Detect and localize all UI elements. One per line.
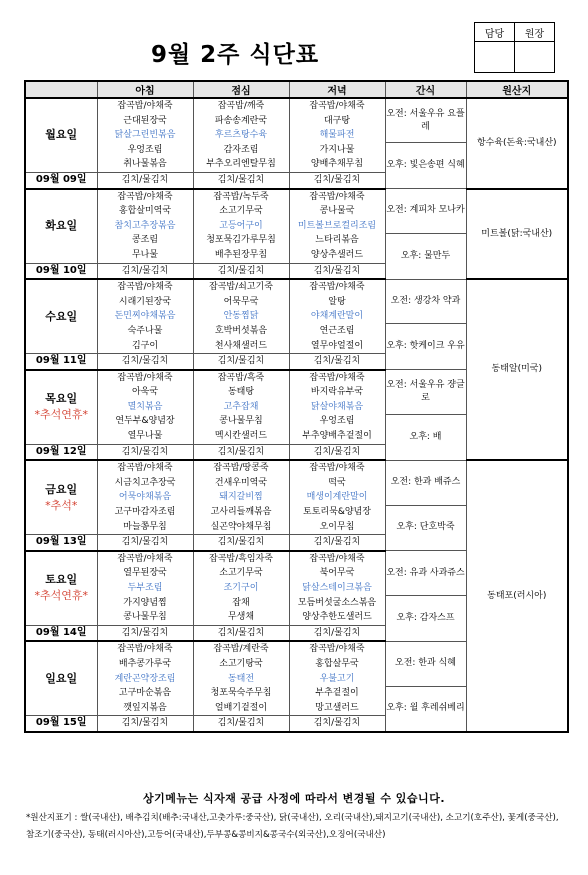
snack-morning: 오전: 서울우유 쟝글로 <box>385 370 466 415</box>
meal-item: 오이무침 <box>289 520 385 535</box>
meal-item: 우엉조림 <box>289 414 385 429</box>
kimchi-item: 김치/물김치 <box>97 444 193 460</box>
day-cell <box>25 460 97 534</box>
date-cell: 09월 11일 <box>25 354 97 370</box>
meal-item: 잡곡밥/야채죽 <box>97 98 193 114</box>
meal-item: 청포묵숙주무침 <box>193 686 289 701</box>
meal-item: 건새우미역국 <box>193 476 289 491</box>
meal-item: 양배추채무침 <box>289 157 385 172</box>
meal-item: 무생채 <box>193 610 289 625</box>
kimchi-item: 김치/물김치 <box>97 625 193 641</box>
meal-item: 멕시칸샐러드 <box>193 429 289 444</box>
meal-item: 떡국 <box>289 476 385 491</box>
meal-item: 가지양념찜 <box>97 596 193 611</box>
meal-item: 소고기무국 <box>193 566 289 581</box>
approval-sign-staff[interactable] <box>475 42 515 73</box>
meal-item: 얼배기겉절이 <box>193 701 289 716</box>
kimchi-item: 김치/물김치 <box>97 535 193 551</box>
meal-item: 열무나물 <box>97 429 193 444</box>
meal-item: 가지나물 <box>289 143 385 158</box>
meal-item: 감자조림 <box>193 143 289 158</box>
meal-item: 미트볼브로컬리조림 <box>289 219 385 234</box>
meal-item: 우불고기 <box>289 672 385 687</box>
kimchi-item: 김치/물김치 <box>97 263 193 279</box>
meal-item: 잡곡밥/야채죽 <box>289 460 385 476</box>
header-dinner: 저녁 <box>289 81 385 98</box>
meal-item: 열무야얼절이 <box>289 339 385 354</box>
meal-item: 배추된장무침 <box>193 248 289 263</box>
meal-item: 잡채 <box>193 596 289 611</box>
meal-item: 계란곤약장조림 <box>97 672 193 687</box>
meal-item: 콩조림 <box>97 233 193 248</box>
date-cell: 09월 09일 <box>25 172 97 188</box>
day-cell <box>25 98 97 172</box>
meal-item: 두부조림 <box>97 581 193 596</box>
kimchi-item: 김치/물김치 <box>97 172 193 188</box>
approval-box <box>474 22 555 73</box>
meal-item: 호박버섯볶음 <box>193 324 289 339</box>
page-title: 9월 2주 식단표 <box>150 42 320 68</box>
meal-item: 멸치볶음 <box>97 400 193 415</box>
kimchi-item: 김치/물김치 <box>193 716 289 732</box>
meal-item: 소고기무국 <box>193 204 289 219</box>
meal-item: 망고샐러드 <box>289 701 385 716</box>
day-cell <box>25 641 97 715</box>
snack-afternoon: 오후: 빛은송편 식혜 <box>385 143 466 189</box>
kimchi-item: 김치/물김치 <box>193 625 289 641</box>
day-name: 화요일 <box>45 219 78 233</box>
meal-item: 안동찜닭 <box>193 309 289 324</box>
meal-item: 잡곡밥/야채죽 <box>97 641 193 657</box>
meal-item: 깻잎지볶음 <box>97 701 193 716</box>
meal-item: 모듬버섯굴소스볶음 <box>289 596 385 611</box>
date-cell: 09월 12일 <box>25 444 97 460</box>
meal-item: 매생이계란말이 <box>289 490 385 505</box>
approval-sign-director[interactable] <box>515 42 555 73</box>
meal-item: 콩나물국 <box>289 204 385 219</box>
meal-item: 숙주나물 <box>97 324 193 339</box>
meal-item: 취나물볶음 <box>97 157 193 172</box>
snack-afternoon: 오후: 감자스프 <box>385 596 466 642</box>
menu-row <box>25 460 568 476</box>
meal-item: 양상추한도샐러드 <box>289 610 385 625</box>
meal-item: 잡곡밥/야채죽 <box>289 370 385 386</box>
meal-item: 잡곡밥/야채죽 <box>97 551 193 567</box>
meal-item: 닭살스테이크볶음 <box>289 581 385 596</box>
meal-item: 조기구이 <box>193 581 289 596</box>
meal-item: 잡곡밥/야채죽 <box>289 551 385 567</box>
day-name: 토요일 <box>45 573 78 587</box>
snack-morning: 오전: 계피차 모나카 <box>385 189 466 234</box>
day-cell <box>25 189 97 263</box>
snack-afternoon: 오후: 물만두 <box>385 233 466 279</box>
meal-item: 동태탕 <box>193 385 289 400</box>
meal-item: 잡곡밥/야채죽 <box>289 98 385 114</box>
holiday-label: *추석연휴* <box>34 589 88 603</box>
origin-note: *원산지표기 : 쌀(국내산), 배추김치(배추:국내산,고춧가루:중국산), 닭(국내산), 오리(국내산),돼지고기(국내산), 소고기(호주산), 꽃게(중국산),참조기(중국산), 동태(러시아산),고등어(국내산),두부콩&콩비지&콩국수(외국산),오징어(국내산) <box>26 813 559 840</box>
meal-item: 북어무국 <box>289 566 385 581</box>
kimchi-item: 김치/물김치 <box>193 444 289 460</box>
menu-row <box>25 98 568 114</box>
meal-item: 김구이 <box>97 339 193 354</box>
header-day <box>25 81 97 98</box>
snack-afternoon: 오후: 단호박죽 <box>385 505 466 551</box>
kimchi-item: 김치/물김치 <box>289 172 385 188</box>
meal-item: 돼지갈비찜 <box>193 490 289 505</box>
kimchi-item: 김치/물김치 <box>193 172 289 188</box>
meal-item: 연두부&양념장 <box>97 414 193 429</box>
day-name: 금요일 <box>45 482 78 496</box>
meal-item: 잡곡밥/땅콩죽 <box>193 460 289 476</box>
date-cell: 09월 14일 <box>25 625 97 641</box>
meal-item: 해물파전 <box>289 128 385 143</box>
meal-item: 잡곡밥/야채죽 <box>289 279 385 295</box>
approval-label-director: 원장 <box>515 23 555 42</box>
kimchi-item: 김치/물김치 <box>97 354 193 370</box>
meal-item: 동태전 <box>193 672 289 687</box>
meal-item: 시래기된장국 <box>97 295 193 310</box>
meal-item: 고구마감자조림 <box>97 505 193 520</box>
origin-cell: 동태포(러시아) <box>466 460 568 732</box>
day-name: 목요일 <box>45 392 78 406</box>
snack-morning: 오전: 유과 사과쥬스 <box>385 551 466 596</box>
kimchi-item: 김치/물김치 <box>289 444 385 460</box>
meal-item: 닭살야채볶음 <box>289 400 385 415</box>
meal-item: 양상추샐러드 <box>289 248 385 263</box>
meal-item: 대구탕 <box>289 114 385 129</box>
meal-item: 닭살그린빈볶음 <box>97 128 193 143</box>
meal-item: 알탕 <box>289 295 385 310</box>
meal-item: 느타리볶음 <box>289 233 385 248</box>
header-origin: 원산지 <box>466 81 568 98</box>
meal-item: 잡곡밥/야채죽 <box>97 279 193 295</box>
snack-afternoon: 오후: 핫케이크 우유 <box>385 324 466 370</box>
meal-item: 잡곡밥/흑죽 <box>193 370 289 386</box>
meal-item: 열무된장국 <box>97 566 193 581</box>
menu-row <box>25 279 568 295</box>
meal-item: 잡곡밥/흑임자죽 <box>193 551 289 567</box>
meal-item: 근대된장국 <box>97 114 193 129</box>
meal-item: 콩나물무침 <box>193 414 289 429</box>
meal-item: 마늘쫑무침 <box>97 520 193 535</box>
header-snack: 간식 <box>385 81 466 98</box>
snack-afternoon: 오후: 배 <box>385 414 466 460</box>
meal-item: 돈민찌야채볶음 <box>97 309 193 324</box>
date-cell: 09월 10일 <box>25 263 97 279</box>
meal-item: 야채계란말이 <box>289 309 385 324</box>
meal-item: 고사리들깨볶음 <box>193 505 289 520</box>
meal-item: 참치고추장볶음 <box>97 219 193 234</box>
holiday-label: *추석* <box>45 498 78 512</box>
meal-item: 배추콩가루국 <box>97 657 193 672</box>
day-cell <box>25 370 97 444</box>
meal-item: 잡곡밥/야채죽 <box>289 641 385 657</box>
meal-item: 어묵야채볶음 <box>97 490 193 505</box>
meal-item: 파송송계란국 <box>193 114 289 129</box>
day-name: 수요일 <box>45 309 78 323</box>
day-cell <box>25 279 97 353</box>
meal-item: 후르츠탕수육 <box>193 128 289 143</box>
meal-item: 무나물 <box>97 248 193 263</box>
day-name: 월요일 <box>45 128 78 142</box>
kimchi-item: 김치/물김치 <box>289 535 385 551</box>
meal-item: 우엉조림 <box>97 143 193 158</box>
meal-item: 바지락유부국 <box>289 385 385 400</box>
meal-item: 콩나물무침 <box>97 610 193 625</box>
change-notice: 상기메뉴는 식자재 공급 사정에 따라서 변경될 수 있습니다. <box>142 792 445 805</box>
meal-item: 청포묵김가루무침 <box>193 233 289 248</box>
kimchi-item: 김치/물김치 <box>193 535 289 551</box>
meal-item: 잡곡밥/야채죽 <box>97 370 193 386</box>
snack-morning: 오전: 한과 배쥬스 <box>385 460 466 505</box>
menu-row <box>25 189 568 205</box>
kimchi-item: 김치/물김치 <box>289 354 385 370</box>
meal-item: 아욱국 <box>97 385 193 400</box>
header-lunch: 점심 <box>193 81 289 98</box>
meal-item: 고등어구이 <box>193 219 289 234</box>
meal-item: 잡곡밥/녹두죽 <box>193 189 289 205</box>
meal-item: 소고기탕국 <box>193 657 289 672</box>
meal-item: 부추양배추겉절이 <box>289 429 385 444</box>
kimchi-item: 김치/물김치 <box>289 263 385 279</box>
meal-item: 연근조림 <box>289 324 385 339</box>
origin-cell: 항수육(돈육:국내산) <box>466 98 568 189</box>
kimchi-item: 김치/물김치 <box>289 625 385 641</box>
meal-item: 부추겉절이 <box>289 686 385 701</box>
menu-table <box>24 80 569 733</box>
day-cell <box>25 551 97 625</box>
meal-item: 고구마순볶음 <box>97 686 193 701</box>
meal-item: 시금치고추장국 <box>97 476 193 491</box>
day-name: 일요일 <box>45 671 78 685</box>
meal-item: 잡곡밥/야채죽 <box>97 189 193 205</box>
meal-item: 어묵무국 <box>193 295 289 310</box>
meal-item: 홍합살미역국 <box>97 204 193 219</box>
meal-item: 잡곡밥/쇠고기죽 <box>193 279 289 295</box>
holiday-label: *추석연휴* <box>34 408 88 422</box>
approval-label-staff: 담당 <box>475 23 515 42</box>
meal-item: 토토리묵&양념장 <box>289 505 385 520</box>
snack-morning: 오전: 생강차 약과 <box>385 279 466 324</box>
snack-afternoon: 오후: 윌 후레쉬베리 <box>385 686 466 732</box>
snack-morning: 오전: 한과 식혜 <box>385 641 466 686</box>
header-breakfast: 아침 <box>97 81 193 98</box>
header-row <box>25 81 568 98</box>
origin-cell: 미트볼(닭:국내산) <box>466 189 568 280</box>
meal-item: 천사채샐러드 <box>193 339 289 354</box>
date-cell: 09월 15일 <box>25 716 97 732</box>
meal-item: 부추오리엔탈무침 <box>193 157 289 172</box>
origin-cell: 동태알(미국) <box>466 279 568 460</box>
kimchi-item: 김치/물김치 <box>289 716 385 732</box>
meal-item: 잡곡밥/야채죽 <box>289 189 385 205</box>
meal-item: 잡곡밥/계란죽 <box>193 641 289 657</box>
kimchi-item: 김치/물김치 <box>97 716 193 732</box>
meal-item: 홍합살무국 <box>289 657 385 672</box>
kimchi-item: 김치/물김치 <box>193 354 289 370</box>
meal-item: 잡곡밥/깨죽 <box>193 98 289 114</box>
date-cell: 09월 13일 <box>25 535 97 551</box>
meal-item: 잡곡밥/야채죽 <box>97 460 193 476</box>
meal-item: 고추잡채 <box>193 400 289 415</box>
meal-item: 실곤약야채무침 <box>193 520 289 535</box>
snack-morning: 오전: 서울우유 요플레 <box>385 98 466 143</box>
kimchi-item: 김치/물김치 <box>193 263 289 279</box>
